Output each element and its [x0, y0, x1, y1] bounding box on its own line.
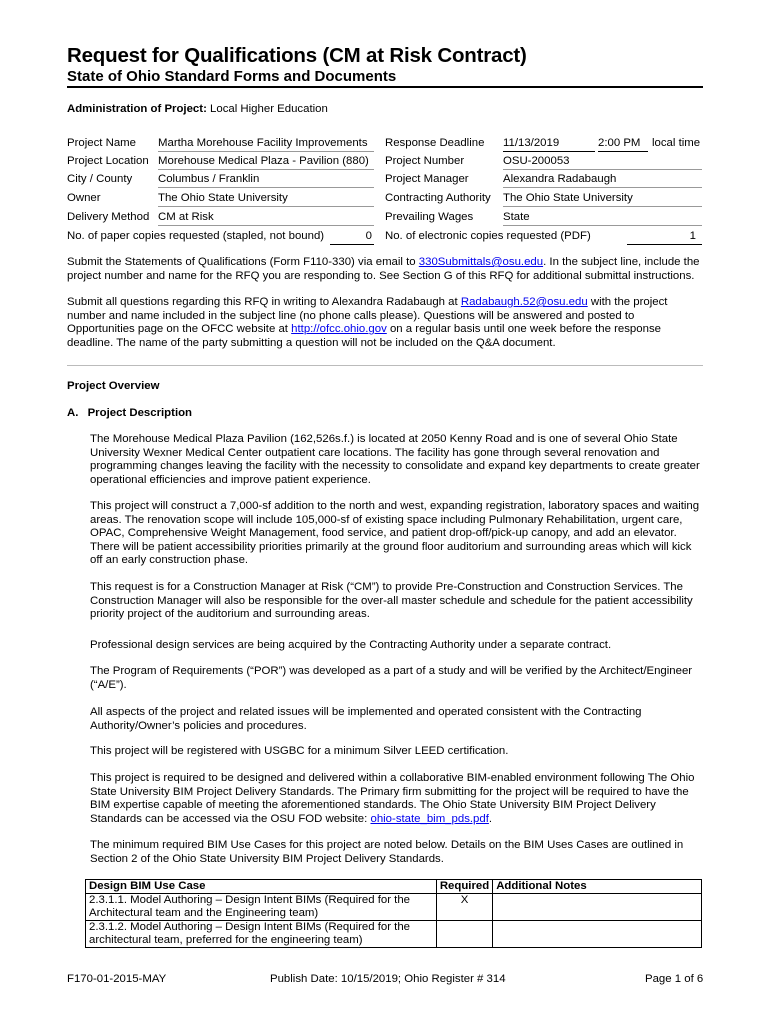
header-notes: Additional Notes: [493, 880, 702, 894]
ofcc-website-link[interactable]: http://ofcc.ohio.gov: [291, 323, 387, 336]
prevailing-wages-label: Prevailing Wages: [385, 211, 474, 223]
required-cell: [436, 921, 492, 948]
section-a-heading: [67, 407, 192, 421]
city-county-label: City / County: [67, 173, 133, 185]
text-line: (“A/E”).: [90, 678, 127, 691]
city-county-value: Columbus / Franklin: [158, 173, 374, 188]
contracting-authority-label: Contracting Authority: [385, 192, 491, 204]
text-line: This project will construct a 7,000-sf addition to the north and west, expanding registration, laboratory spaces and waiting: [90, 500, 700, 512]
response-deadline-label: Response Deadline: [385, 137, 485, 149]
project-number-label: Project Number: [385, 155, 465, 167]
bim-standards-link[interactable]: ohio-state_bim_pds.pdf: [370, 812, 489, 825]
required-cell: X: [436, 894, 492, 921]
bim-requirement-paragraph: [90, 772, 710, 826]
section-letter: A.: [67, 407, 79, 419]
text-line: The Program of Requirements (“POR”) was developed as a part of a study and will be verified by the Architect/Engineer: [90, 665, 693, 677]
description-paragraph-5: [90, 665, 710, 692]
header-use-case: Design BIM Use Case: [86, 880, 437, 894]
bim-use-case-table: [85, 879, 702, 948]
questions-text-line3b: on a regular basis until one week before the response: [389, 323, 661, 336]
text-line: University Wexner Medical Center outpatient care locations. The facility has gone through several renovation and: [90, 446, 660, 459]
notes-cell: [493, 894, 702, 921]
text-line: priority project of the auditorium and surrounding areas.: [90, 608, 370, 621]
footer-publish-date: Publish Date: 10/15/2019; Ohio Register # 314: [270, 973, 506, 985]
description-paragraph-3: [90, 581, 710, 622]
min-bim-paragraph: [90, 839, 710, 866]
document-title: Request for Qualifications (CM at Risk Contract): [67, 44, 527, 67]
use-case-cell: 2.3.1.2. Model Authoring – Design Intent BIMs (Required for the architectural team, preferred for the engineering team): [86, 921, 437, 948]
prevailing-wages-value: State: [503, 211, 702, 226]
response-deadline-time: 2:00 PM: [598, 137, 648, 152]
text-line: Standards can be accessed via the OSU FOD website:: [90, 812, 368, 825]
response-deadline-date: 11/13/2019: [503, 137, 595, 152]
description-paragraph-1: [90, 433, 710, 487]
project-manager-value: Alexandra Radabaugh: [503, 173, 702, 188]
text-line: areas. The renovation scope will include 105,000-sf of existing space including Pulmonary Rehabilitation, urgent care,: [90, 513, 683, 526]
submittals-email-link[interactable]: 330Submittals@osu.edu: [418, 256, 544, 268]
text-line: State University BIM Project Delivery Standards. The Primary firm submitting for the project will be required to have the: [90, 785, 689, 798]
table-row: [86, 921, 702, 948]
title-divider: [67, 86, 703, 88]
paper-copies-label: No. of paper copies requested (stapled, not bound): [67, 230, 325, 242]
table-row: [86, 894, 702, 921]
submit-text-cont: . In the subject line, include the: [543, 256, 700, 268]
description-paragraph-6: [90, 706, 710, 733]
text-line: Authority/Owner’s policies and procedures.: [90, 719, 307, 732]
text-line: Professional design services are being acquired by the Contracting Authority under a separate contract.: [90, 639, 612, 651]
description-paragraph-4: [90, 639, 710, 653]
text-line: programming changes leaving the facility with the necessity to consolidate and expand key departments to create greater: [90, 460, 700, 473]
footer-form-id: F170-01-2015-MAY: [67, 973, 167, 985]
text-line: off an early construction phase.: [90, 554, 249, 567]
delivery-method-value: CM at Risk: [158, 211, 374, 226]
delivery-method-label: Delivery Method: [67, 211, 150, 223]
text-line: operational efficiencies and improve patient experience.: [90, 473, 371, 486]
text-line: This project will be registered with USGBC for a minimum Silver LEED certification.: [90, 745, 509, 757]
questions-text-cont: with the project: [590, 296, 668, 308]
questions-text-line4: deadline. The name of the party submitting a question will not be included on the Q&A document.: [67, 336, 556, 349]
response-deadline-timezone: local time: [652, 137, 701, 149]
description-paragraph-7: [90, 745, 710, 759]
table-header-row: [86, 880, 702, 894]
text-line: .: [488, 812, 493, 825]
text-line: The Morehouse Medical Plaza Pavilion (162,526s.f.) is located at 2050 Kenny Road and is one of several Ohio State: [90, 433, 678, 445]
owner-label: Owner: [67, 192, 101, 204]
owner-value: The Ohio State University: [158, 192, 374, 207]
submit-text-line2: project number and name for the RFQ you are responding to. See Section G of this RFQ for additional submittal instructions.: [67, 269, 695, 282]
admin-value: Local Higher Education: [210, 103, 328, 115]
project-number-value: OSU-200053: [503, 155, 702, 170]
description-paragraph-2: [90, 500, 710, 568]
submit-text: Submit the Statements of Qualifications (Form F110-330) via email to: [67, 256, 416, 268]
text-line: The minimum required BIM Use Cases for this project are noted below. Details on the BIM Uses Cases are outlined in: [90, 839, 684, 851]
project-manager-label: Project Manager: [385, 173, 469, 185]
project-name-label: Project Name: [67, 137, 137, 149]
administration-row: [67, 103, 328, 117]
contracting-authority-value: The Ohio State University: [503, 192, 702, 207]
paper-copies-value: 0: [330, 230, 374, 245]
footer-page-number: Page 1 of 6: [645, 973, 704, 985]
questions-instructions: [67, 296, 707, 350]
notes-cell: [493, 921, 702, 948]
document-subtitle: State of Ohio Standard Forms and Documents: [67, 68, 397, 85]
project-location-value: Morehouse Medical Plaza - Pavilion (880): [158, 155, 374, 170]
text-line: All aspects of the project and related issues will be implemented and operated consistent with the Contracting: [90, 706, 642, 718]
submit-instructions: [67, 256, 707, 283]
electronic-copies-value: 1: [627, 230, 702, 245]
text-line: Section 2 of the Ohio State University BIM Project Delivery Standards.: [90, 852, 444, 865]
project-location-label: Project Location: [67, 155, 149, 167]
text-line: BIM expertise capable of meeting the aforementioned standards. The Ohio State University BIM Project Delivery: [90, 799, 656, 812]
text-line: Construction Manager will also be responsible for the over-all master schedule and schedule for the patient accessibility: [90, 594, 693, 607]
electronic-copies-label: No. of electronic copies requested (PDF): [385, 230, 591, 242]
header-required: Required: [436, 880, 492, 894]
questions-text: Submit all questions regarding this RFQ in writing to Alexandra Radabaugh at: [67, 296, 458, 308]
project-name-value: Martha Morehouse Facility Improvements: [158, 137, 374, 152]
text-line: There will be patient accessibility priorities primarily at the ground floor auditorium and surrounding areas which will kick: [90, 540, 692, 553]
text-line: OPAC, Comprehensive Weight Management, food service, and patient drop-off/pick-up canopy, and add an elevator.: [90, 527, 677, 540]
section-title: Project Description: [87, 407, 193, 419]
text-line: This request is for a Construction Manager at Risk (“CM”) to provide Pre-Construction and Construction Services. The: [90, 581, 683, 593]
text-line: This project is required to be designed and delivered within a collaborative BIM-enabled environment following The Ohio: [90, 772, 695, 784]
questions-text-line2: number and name included in the subject line (no phone calls please). Questions will be answered and posted to: [67, 309, 635, 322]
admin-label: Administration of Project:: [67, 103, 207, 115]
section-divider: [67, 365, 703, 366]
questions-text-line3: Opportunities page on the OFCC website at: [67, 323, 288, 336]
pm-email-link[interactable]: Radabaugh.52@osu.edu: [460, 296, 588, 308]
project-overview-heading: Project Overview: [67, 380, 160, 392]
use-case-cell: 2.3.1.1. Model Authoring – Design Intent BIMs (Required for the Architectural team and the Engineering team): [86, 894, 437, 921]
